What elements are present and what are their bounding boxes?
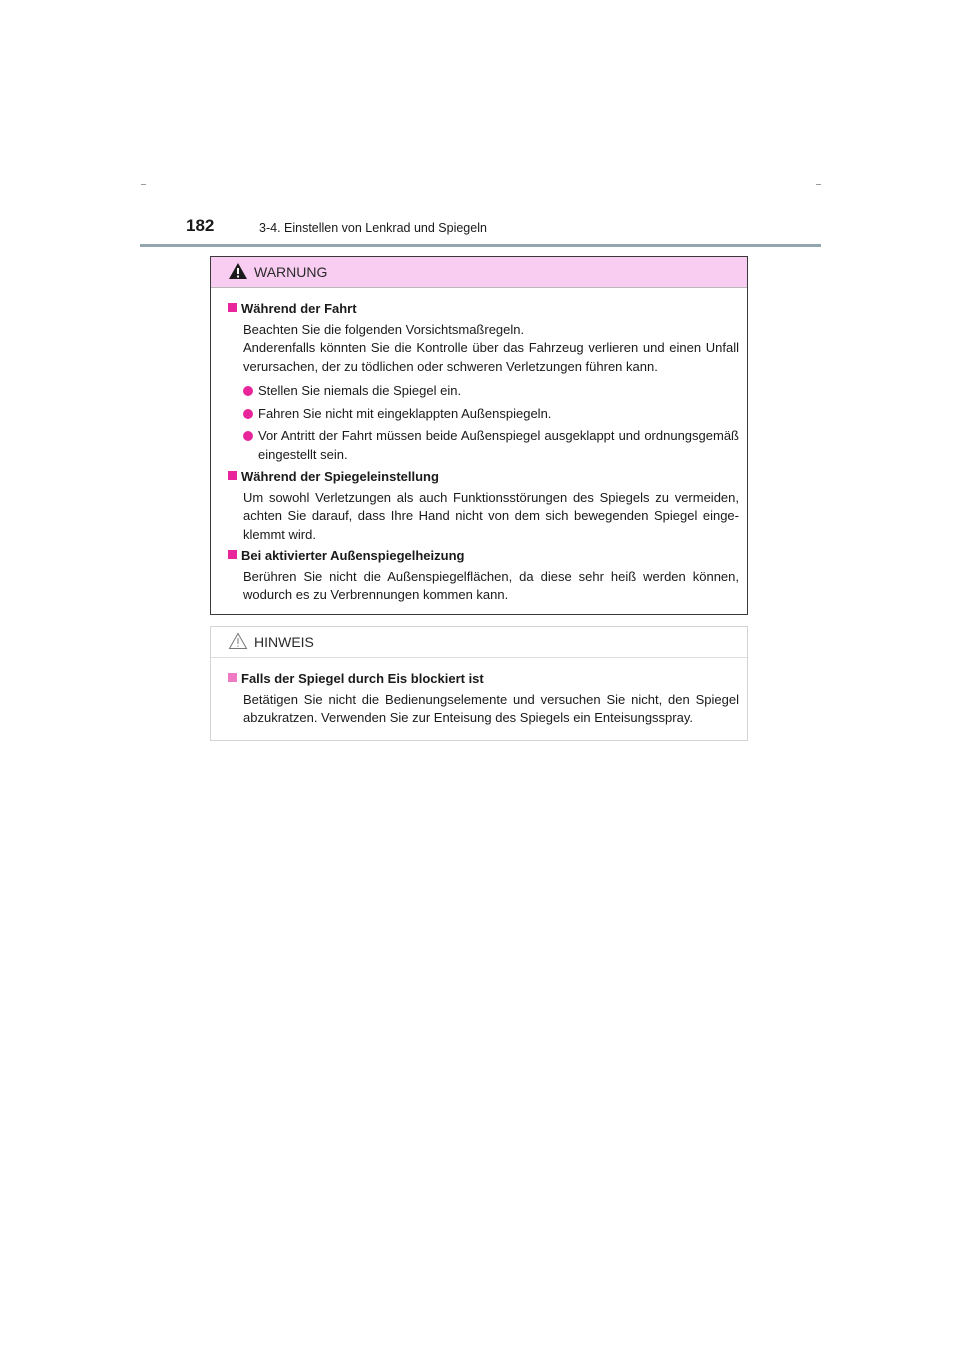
notice-heading-ice: Falls der Spiegel durch Eis blockiert ist — [228, 670, 739, 689]
warning-text: Anderenfalls könnten Sie die Kontrolle über das Fahrzeug verlieren und einen Unfall verursachen, der zu tödlichen oder schweren Verletzungen führen kann. — [243, 340, 739, 374]
crop-mark-right — [816, 184, 821, 185]
page-header — [140, 214, 821, 248]
notice-box — [210, 626, 748, 741]
warning-box — [210, 256, 748, 615]
list-item: Stellen Sie niemals die Spiegel ein. — [243, 382, 739, 401]
section-title: 3-4. Einstellen von Lenkrad und Spiegeln — [259, 221, 487, 235]
warning-heading-adjustment: Während der Spiegeleinstellung — [228, 468, 739, 487]
warning-title: WARNUNG — [254, 264, 328, 280]
crop-mark-left — [141, 184, 146, 185]
notice-text: Betätigen Sie nicht die Bedienungselemente und versuchen Sie nicht, den Spiegel abzukratzen. Verwenden Sie zur Enteisung des Spiegels ein Enteisungsspray. — [243, 691, 739, 725]
list-item: Vor Antritt der Fahrt müssen beide Außenspiegel ausgeklappt und ordnungsgemäß eingestellt sein. — [243, 427, 739, 464]
square-bullet-icon — [228, 471, 237, 480]
square-bullet-icon — [228, 550, 237, 559]
circle-bullet-icon — [243, 431, 253, 441]
warning-triangle-icon — [228, 262, 248, 280]
notice-title: HINWEIS — [254, 634, 314, 650]
warning-heading-driving: Während der Fahrt — [228, 300, 739, 319]
notice-body — [211, 658, 747, 728]
circle-bullet-icon — [243, 386, 253, 396]
square-bullet-icon — [228, 303, 237, 312]
square-bullet-icon — [228, 673, 237, 682]
circle-bullet-icon — [243, 409, 253, 419]
caution-triangle-icon — [228, 632, 248, 650]
list-item: Fahren Sie nicht mit eingeklappten Außenspiegeln. — [243, 405, 739, 424]
warning-heading-heater: Bei aktivierter Außenspiegelheizung — [228, 547, 739, 566]
warning-header — [211, 257, 747, 288]
page-number: 182 — [186, 216, 215, 235]
warning-body — [211, 288, 747, 605]
notice-header — [211, 627, 747, 658]
warning-text: Um sowohl Verletzungen als auch Funktionsstörungen des Spiegels zu vermeiden, achten Sie darauf, dass Ihre Hand nicht von dem sich bewegenden Spiegel einge-klemmt wird. — [243, 489, 739, 542]
header-rule — [140, 244, 821, 247]
warning-text: Berühren Sie nicht die Außenspiegelflächen, da diese sehr heiß werden können, wodurch es zu Verbrennungen kommen kann. — [243, 568, 739, 602]
warning-text: Beachten Sie die folgenden Vorsichtsmaßregeln. — [243, 321, 525, 337]
